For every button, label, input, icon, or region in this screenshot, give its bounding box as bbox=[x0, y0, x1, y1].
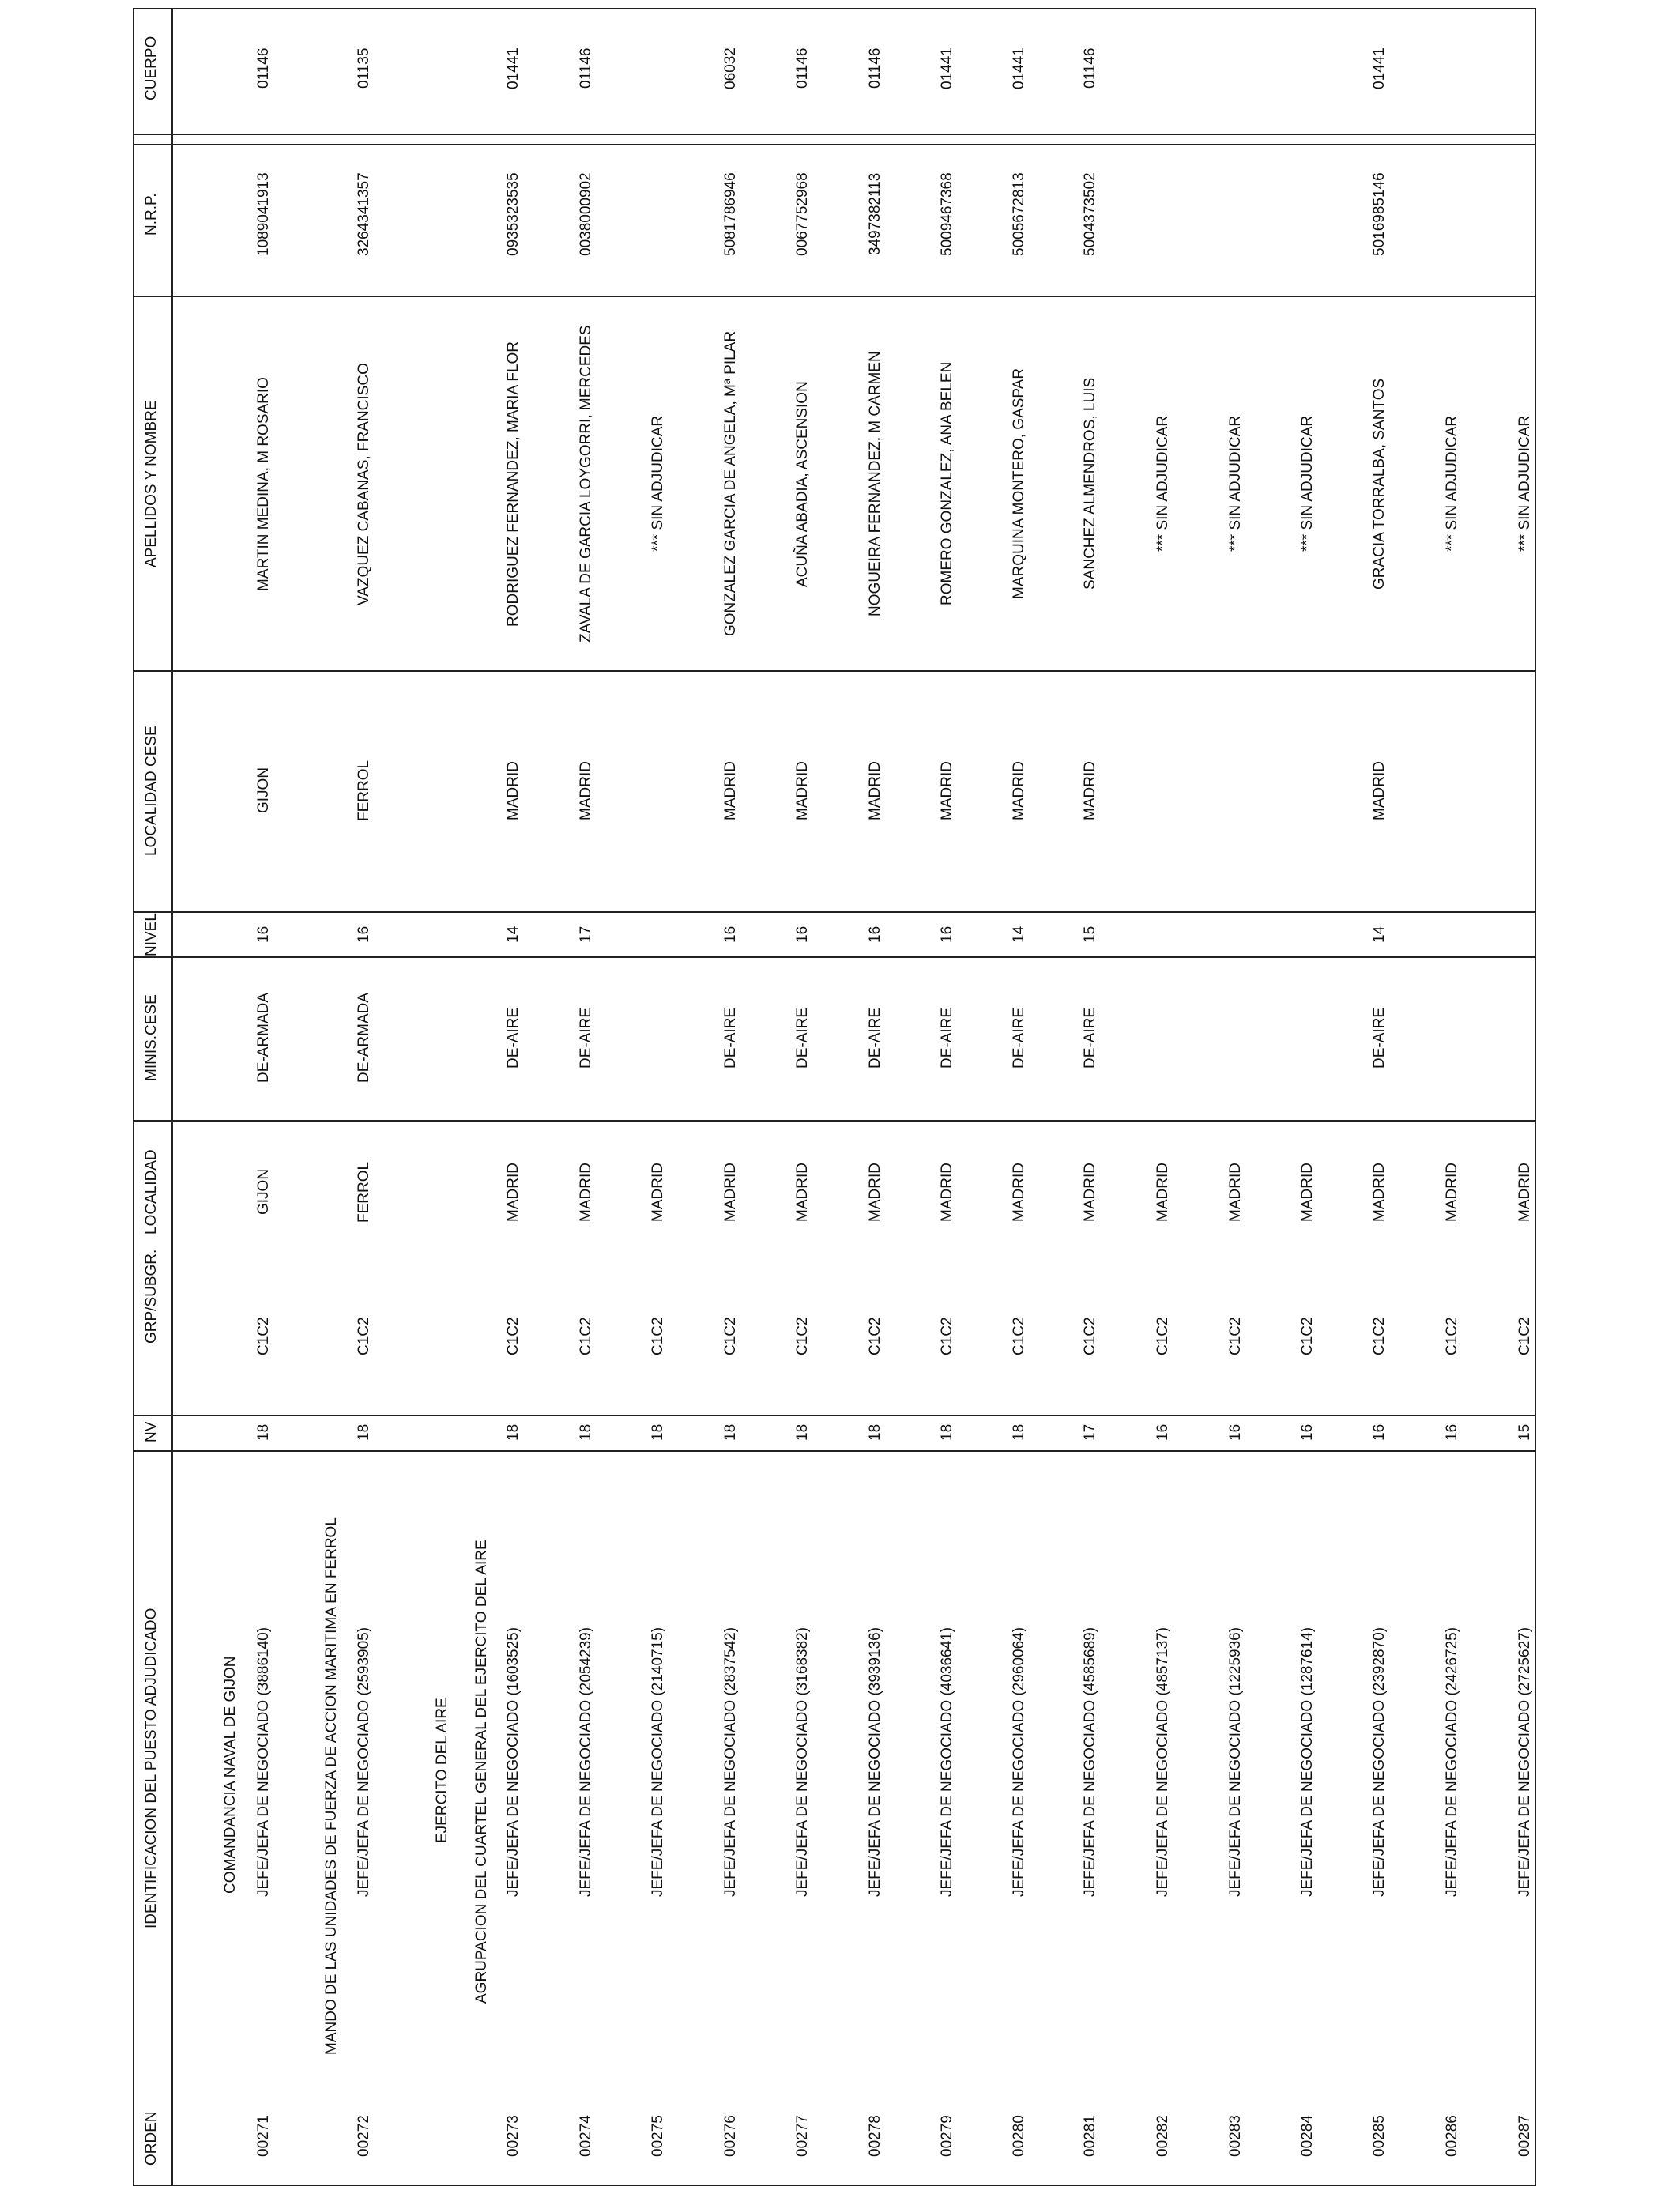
cell-orden: 00282 bbox=[1155, 2114, 1171, 2157]
cell-cuerpo: 01146 bbox=[1082, 47, 1098, 89]
cell-grp: C1C2 bbox=[939, 1316, 955, 1355]
cell-puesto: JEFE/JEFA DE NEGOCIADO (2725627) bbox=[1516, 1627, 1533, 1897]
cell-apellidos-nombre: *** SIN ADJUDICAR bbox=[1155, 415, 1171, 552]
cell-apellidos-nombre: MARTIN MEDINA, M ROSARIO bbox=[255, 376, 272, 591]
cell-nivel: 16 bbox=[356, 925, 372, 943]
header-nrp: N.R.P. bbox=[143, 193, 160, 236]
cell-puesto: JEFE/JEFA DE NEGOCIADO (4036641) bbox=[939, 1627, 955, 1897]
cell-puesto: JEFE/JEFA DE NEGOCIADO (1225936) bbox=[1227, 1627, 1244, 1897]
cell-apellidos-nombre: *** SIN ADJUDICAR bbox=[1516, 415, 1533, 552]
cell-localidad: MADRID bbox=[578, 1162, 594, 1222]
cell-puesto: JEFE/JEFA DE NEGOCIADO (2392870) bbox=[1371, 1627, 1388, 1897]
cell-localidad: MADRID bbox=[1516, 1162, 1533, 1222]
cell-cuerpo: 01146 bbox=[794, 47, 811, 89]
group-title: COMANDANCIA NAVAL DE GIJON bbox=[222, 1655, 239, 1894]
cell-grp: C1C2 bbox=[867, 1316, 883, 1355]
cell-nv: 15 bbox=[1516, 1423, 1533, 1441]
cell-nrp: 0935323535 bbox=[505, 172, 522, 256]
cell-localidad: MADRID bbox=[1082, 1162, 1098, 1222]
cell-nrp: 0067752968 bbox=[794, 172, 811, 256]
table-frame bbox=[133, 8, 1536, 2186]
cell-puesto: JEFE/JEFA DE NEGOCIADO (2426725) bbox=[1444, 1627, 1460, 1897]
cell-localidad-cese: MADRID bbox=[722, 760, 739, 820]
cell-localidad: MADRID bbox=[1371, 1162, 1388, 1222]
cell-localidad-cese: MADRID bbox=[867, 760, 883, 820]
cell-apellidos-nombre: NOGUEIRA FERNANDEZ, M CARMEN bbox=[867, 351, 883, 616]
cell-nivel: 14 bbox=[1011, 925, 1027, 943]
cell-orden: 00275 bbox=[650, 2114, 666, 2157]
cell-nivel: 16 bbox=[722, 925, 739, 943]
cell-orden: 00277 bbox=[794, 2114, 811, 2157]
cell-cuerpo: 01441 bbox=[1011, 47, 1027, 89]
cell-localidad: MADRID bbox=[505, 1162, 522, 1222]
cell-nv: 18 bbox=[650, 1423, 666, 1441]
cell-orden: 00274 bbox=[578, 2114, 594, 2157]
cell-localidad: MADRID bbox=[1155, 1162, 1171, 1222]
cell-nrp: 5004373502 bbox=[1082, 172, 1098, 256]
cell-grp: C1C2 bbox=[722, 1316, 739, 1355]
cell-localidad: MADRID bbox=[867, 1162, 883, 1222]
column-separator bbox=[133, 296, 1536, 297]
header-minis: MINIS.CESE bbox=[143, 994, 160, 1081]
cell-apellidos-nombre: *** SIN ADJUDICAR bbox=[650, 415, 666, 552]
column-separator bbox=[133, 1450, 1536, 1452]
cell-localidad-cese: MADRID bbox=[578, 760, 594, 820]
header-orden: ORDEN bbox=[143, 2110, 160, 2166]
cell-minis-cese: DE-AIRE bbox=[794, 1007, 811, 1069]
cell-apellidos-nombre: VAZQUEZ CABANAS, FRANCISCO bbox=[356, 362, 372, 605]
cell-localidad-cese: MADRID bbox=[1011, 760, 1027, 820]
cell-localidad: MADRID bbox=[1227, 1162, 1244, 1222]
cell-nv: 18 bbox=[505, 1423, 522, 1441]
cell-puesto: JEFE/JEFA DE NEGOCIADO (4585689) bbox=[1082, 1627, 1098, 1897]
cell-puesto: JEFE/JEFA DE NEGOCIADO (3886140) bbox=[255, 1627, 272, 1897]
cell-localidad: MADRID bbox=[939, 1162, 955, 1222]
cell-grp: C1C2 bbox=[1371, 1316, 1388, 1355]
cell-nivel: 16 bbox=[794, 925, 811, 943]
cell-minis-cese: DE-AIRE bbox=[867, 1007, 883, 1069]
cell-nv: 18 bbox=[794, 1423, 811, 1441]
cell-localidad: MADRID bbox=[722, 1162, 739, 1222]
cell-nrp: 5005672813 bbox=[1011, 172, 1027, 256]
group-title: AGRUPACION DEL CUARTEL GENERAL DEL EJERCITO DEL AIRE bbox=[473, 1539, 490, 2004]
cell-puesto: JEFE/JEFA DE NEGOCIADO (3939136) bbox=[867, 1627, 883, 1897]
cell-nrp: 0038000902 bbox=[578, 172, 594, 256]
cell-localidad: MADRID bbox=[794, 1162, 811, 1222]
cell-localidad-cese: MADRID bbox=[505, 760, 522, 820]
cell-apellidos-nombre: GRACIA TORRALBA, SANTOS bbox=[1371, 378, 1388, 590]
cell-minis-cese: DE-AIRE bbox=[578, 1007, 594, 1069]
header-nv: NV bbox=[143, 1421, 160, 1442]
cell-nivel: 16 bbox=[255, 925, 272, 943]
cell-nrp: 3264341357 bbox=[356, 172, 372, 256]
cell-localidad: FERROL bbox=[356, 1161, 372, 1223]
column-separator bbox=[133, 1120, 1536, 1122]
header-cuerpo: CUERPO bbox=[143, 36, 160, 100]
header-localidad: LOCALIDAD bbox=[143, 1149, 160, 1235]
cell-nrp: 5081786946 bbox=[722, 172, 739, 256]
cell-nivel: 14 bbox=[505, 925, 522, 943]
cell-nv: 16 bbox=[1227, 1423, 1244, 1441]
cell-minis-cese: DE-ARMADA bbox=[255, 992, 272, 1083]
cell-puesto: JEFE/JEFA DE NEGOCIADO (4857137) bbox=[1155, 1627, 1171, 1897]
cell-cuerpo: 01146 bbox=[255, 47, 272, 89]
cell-orden: 00286 bbox=[1444, 2114, 1460, 2157]
cell-nrp: 3497382113 bbox=[867, 172, 883, 255]
header-nivel: NIVEL bbox=[143, 912, 160, 956]
cell-nv: 16 bbox=[1371, 1423, 1388, 1441]
cell-grp: C1C2 bbox=[1011, 1316, 1027, 1355]
cell-grp: C1C2 bbox=[356, 1316, 372, 1355]
cell-minis-cese: DE-AIRE bbox=[1371, 1007, 1388, 1069]
cell-localidad: MADRID bbox=[1299, 1162, 1316, 1222]
cell-orden: 00280 bbox=[1011, 2114, 1027, 2157]
cell-nv: 18 bbox=[255, 1423, 272, 1441]
cell-apellidos-nombre: *** SIN ADJUDICAR bbox=[1227, 415, 1244, 552]
cell-nivel: 16 bbox=[867, 925, 883, 943]
cell-puesto: JEFE/JEFA DE NEGOCIADO (1287614) bbox=[1299, 1627, 1316, 1897]
cell-nv: 18 bbox=[722, 1423, 739, 1441]
column-separator bbox=[133, 911, 1536, 913]
cell-orden: 00276 bbox=[722, 2114, 739, 2157]
header-separator bbox=[171, 8, 173, 2186]
cell-nrp: 5016985146 bbox=[1371, 172, 1388, 256]
cell-apellidos-nombre: GONZALEZ GARCIA DE ANGELA, Mª PILAR bbox=[722, 330, 739, 636]
cell-grp: C1C2 bbox=[1444, 1316, 1460, 1355]
cell-puesto: JEFE/JEFA DE NEGOCIADO (2054239) bbox=[578, 1627, 594, 1897]
cell-nv: 16 bbox=[1299, 1423, 1316, 1441]
cell-orden: 00273 bbox=[505, 2114, 522, 2157]
cell-localidad-cese: MADRID bbox=[1371, 760, 1388, 820]
cell-grp: C1C2 bbox=[1155, 1316, 1171, 1355]
cell-grp: C1C2 bbox=[255, 1316, 272, 1355]
column-separator bbox=[133, 956, 1536, 958]
cell-apellidos-nombre: ZAVALA DE GARCIA LOYGORRI, MERCEDES bbox=[578, 325, 594, 643]
cell-apellidos-nombre: ROMERO GONZALEZ, ANA BELEN bbox=[939, 361, 955, 605]
cell-nv: 18 bbox=[356, 1423, 372, 1441]
cell-nivel: 14 bbox=[1371, 925, 1388, 943]
cell-orden: 00287 bbox=[1516, 2114, 1533, 2157]
cell-grp: C1C2 bbox=[1299, 1316, 1316, 1355]
column-separator bbox=[133, 144, 1536, 145]
cell-nrp: 1089041913 bbox=[255, 172, 272, 256]
cell-nivel: 16 bbox=[939, 925, 955, 943]
cell-cuerpo: 01146 bbox=[867, 47, 883, 89]
cell-nv: 16 bbox=[1155, 1423, 1171, 1441]
header-localidad-cese: LOCALIDAD CESE bbox=[143, 725, 160, 856]
cell-nv: 18 bbox=[939, 1423, 955, 1441]
header-grp: GRP/SUBGR. bbox=[143, 1249, 160, 1344]
cell-nv: 18 bbox=[578, 1423, 594, 1441]
cell-cuerpo: 01441 bbox=[1371, 47, 1388, 89]
cell-orden: 00278 bbox=[867, 2114, 883, 2157]
cell-grp: C1C2 bbox=[650, 1316, 666, 1355]
cell-minis-cese: DE-AIRE bbox=[939, 1007, 955, 1069]
cell-localidad-cese: MADRID bbox=[794, 760, 811, 820]
cell-puesto: JEFE/JEFA DE NEGOCIADO (2140715) bbox=[650, 1627, 666, 1897]
cell-cuerpo: 01441 bbox=[505, 47, 522, 89]
header-apellidos: APELLIDOS Y NOMBRE bbox=[143, 400, 160, 567]
cell-minis-cese: DE-AIRE bbox=[505, 1007, 522, 1069]
cell-localidad: MADRID bbox=[650, 1162, 666, 1222]
column-separator bbox=[133, 1415, 1536, 1416]
cell-localidad-cese: GIJON bbox=[255, 767, 272, 813]
cell-apellidos-nombre: *** SIN ADJUDICAR bbox=[1444, 415, 1460, 552]
cell-nivel: 17 bbox=[578, 925, 594, 943]
group-title: EJERCITO DEL AIRE bbox=[434, 1698, 450, 1843]
group-title: MANDO DE LAS UNIDADES DE FUERZA DE ACCION MARITIMA EN FERROL bbox=[323, 1517, 340, 2055]
cell-apellidos-nombre: *** SIN ADJUDICAR bbox=[1299, 415, 1316, 552]
cell-grp: C1C2 bbox=[1227, 1316, 1244, 1355]
column-separator bbox=[133, 670, 1536, 672]
cell-nv: 18 bbox=[1011, 1423, 1027, 1441]
cell-grp: C1C2 bbox=[1516, 1316, 1533, 1355]
cell-orden: 00271 bbox=[255, 2114, 272, 2157]
cell-apellidos-nombre: ACUÑA ABADIA, ASCENSION bbox=[794, 380, 811, 587]
cell-puesto: JEFE/JEFA DE NEGOCIADO (2593905) bbox=[356, 1627, 372, 1897]
cell-localidad: MADRID bbox=[1011, 1162, 1027, 1222]
cell-minis-cese: DE-AIRE bbox=[722, 1007, 739, 1069]
cell-apellidos-nombre: SANCHEZ ALMENDROS, LUIS bbox=[1082, 377, 1098, 590]
header-identificacion: IDENTIFICACION DEL PUESTO ADJUDICADO bbox=[143, 1608, 160, 1928]
cell-orden: 00284 bbox=[1299, 2114, 1316, 2157]
cell-nv: 17 bbox=[1082, 1423, 1098, 1441]
cell-puesto: JEFE/JEFA DE NEGOCIADO (2837542) bbox=[722, 1627, 739, 1897]
cell-orden: 00279 bbox=[939, 2114, 955, 2157]
cell-grp: C1C2 bbox=[578, 1316, 594, 1355]
cell-orden: 00281 bbox=[1082, 2114, 1098, 2157]
cell-puesto: JEFE/JEFA DE NEGOCIADO (3168382) bbox=[794, 1627, 811, 1897]
cell-nivel: 15 bbox=[1082, 925, 1098, 943]
cell-minis-cese: DE-ARMADA bbox=[356, 992, 372, 1083]
cell-orden: 00283 bbox=[1227, 2114, 1244, 2157]
cell-localidad-cese: MADRID bbox=[1082, 760, 1098, 820]
cell-grp: C1C2 bbox=[794, 1316, 811, 1355]
cell-localidad-cese: MADRID bbox=[939, 760, 955, 820]
cell-puesto: JEFE/JEFA DE NEGOCIADO (2960064) bbox=[1011, 1627, 1027, 1897]
column-separator bbox=[133, 134, 1536, 135]
cell-orden: 00272 bbox=[356, 2114, 372, 2157]
cell-grp: C1C2 bbox=[1082, 1316, 1098, 1355]
cell-minis-cese: DE-AIRE bbox=[1011, 1007, 1027, 1069]
cell-nrp: 5009467368 bbox=[939, 172, 955, 256]
cell-cuerpo: 06032 bbox=[722, 47, 739, 89]
cell-puesto: JEFE/JEFA DE NEGOCIADO (1603525) bbox=[505, 1627, 522, 1897]
cell-cuerpo: 01146 bbox=[578, 47, 594, 89]
cell-localidad-cese: FERROL bbox=[356, 760, 372, 821]
cell-nv: 18 bbox=[867, 1423, 883, 1441]
cell-orden: 00285 bbox=[1371, 2114, 1388, 2157]
cell-cuerpo: 01135 bbox=[356, 47, 372, 89]
cell-localidad: GIJON bbox=[255, 1168, 272, 1215]
cell-localidad: MADRID bbox=[1444, 1162, 1460, 1222]
cell-minis-cese: DE-AIRE bbox=[1082, 1007, 1098, 1069]
cell-grp: C1C2 bbox=[505, 1316, 522, 1355]
cell-apellidos-nombre: RODRIGUEZ FERNANDEZ, MARIA FLOR bbox=[505, 341, 522, 627]
cell-apellidos-nombre: MARQUINA MONTERO, GASPAR bbox=[1011, 368, 1027, 599]
cell-cuerpo: 01441 bbox=[939, 47, 955, 89]
cell-nv: 16 bbox=[1444, 1423, 1460, 1441]
